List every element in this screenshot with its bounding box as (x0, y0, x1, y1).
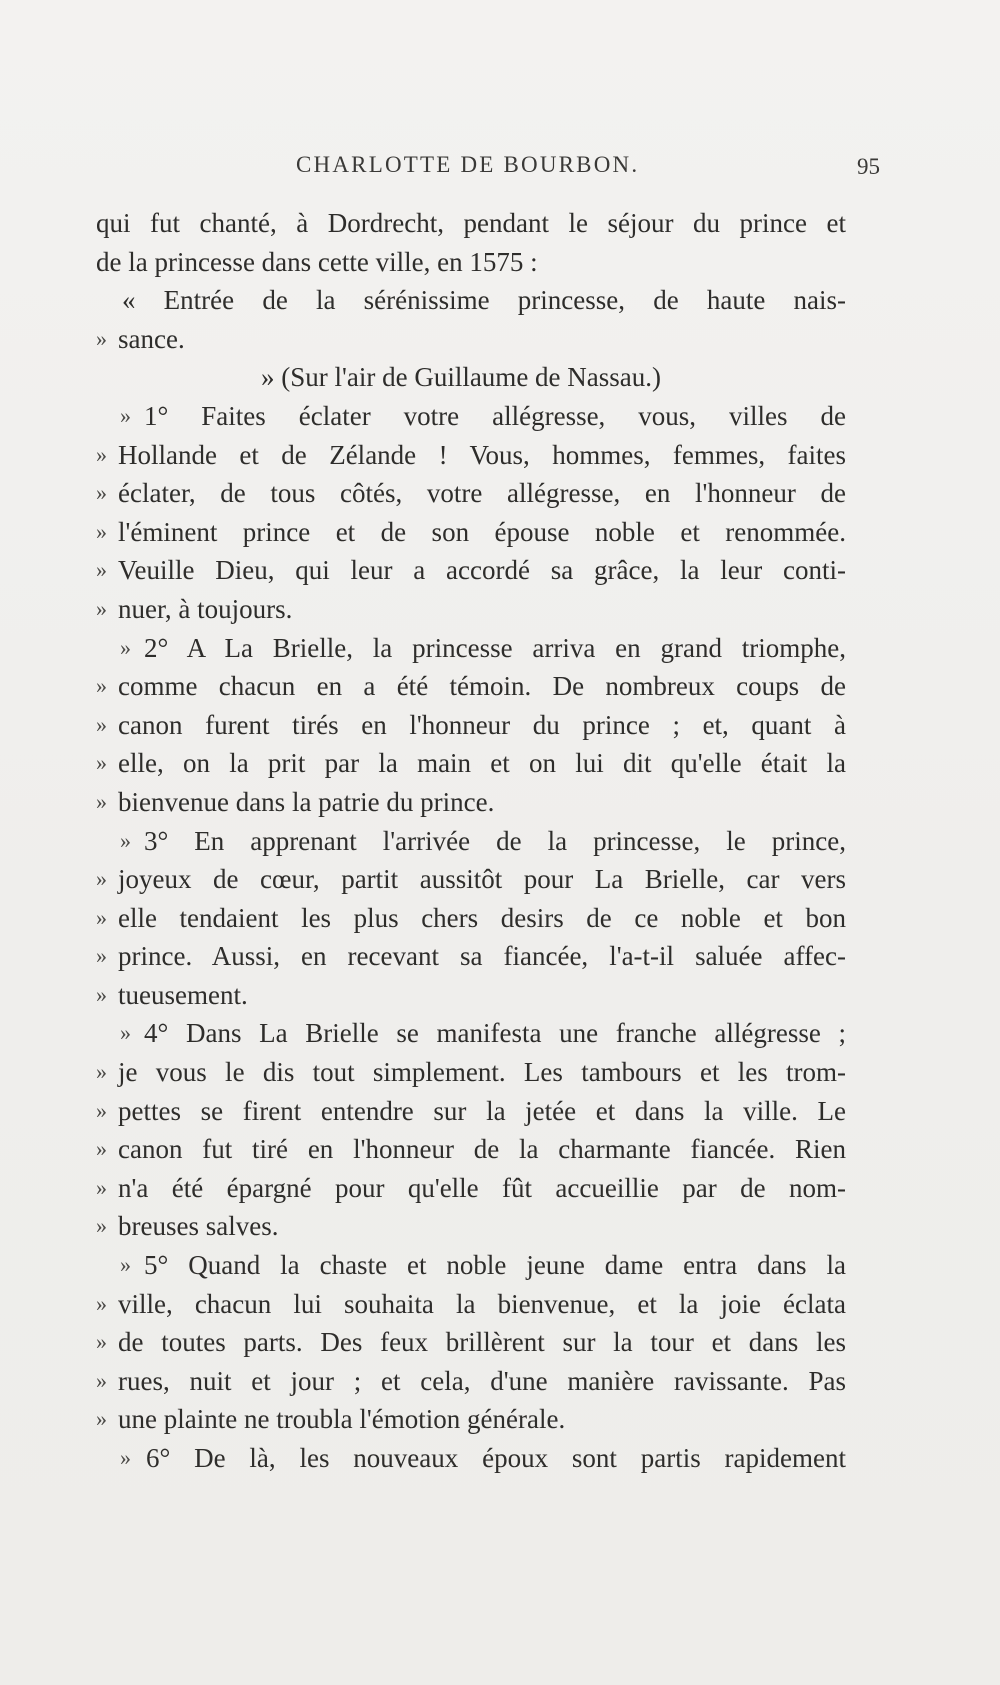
line-text: joyeux de cœur, partit aussitôt pour La Brielle, car vers (118, 864, 846, 895)
text-line (96, 1285, 846, 1324)
line-text: Hollande et de Zélande ! Vous, hommes, femmes, faites (118, 439, 846, 470)
text-line (96, 1053, 846, 1092)
quote-mark: » (96, 325, 107, 351)
running-head (96, 152, 880, 186)
quote-mark: » (96, 1290, 107, 1316)
text-line (96, 976, 846, 1015)
quote-mark: » (120, 634, 131, 660)
text-line (96, 1246, 846, 1285)
quote-mark: » (96, 1367, 107, 1393)
line-text: n'a été épargné pour qu'elle fût accueillie par de nom- (118, 1172, 846, 1203)
quote-mark: » (96, 518, 107, 544)
line-text: canon furent tirés en l'honneur du prince ; et, quant à (118, 709, 846, 740)
text-line (96, 1207, 846, 1246)
line-text: éclater, de tous côtés, votre allégresse, en l'honneur de (118, 478, 846, 509)
text-line (96, 937, 846, 976)
line-text: « Entrée de la sérénissime princesse, de haute nais- (122, 285, 846, 316)
line-text: bienvenue dans la patrie du prince. (118, 786, 495, 817)
quote-mark: » (120, 1020, 131, 1046)
line-text: pettes se firent entendre sur la jetée et dans la ville. Le (118, 1095, 846, 1126)
text-line (96, 204, 846, 243)
line-text: rues, nuit et jour ; et cela, d'une manière ravissante. Pas (118, 1365, 846, 1396)
line-text: comme chacun en a été témoin. De nombreux coups de (118, 671, 846, 702)
text-line (96, 320, 846, 359)
quote-mark: » (96, 750, 107, 776)
text-line (96, 706, 846, 745)
quote-mark: » (96, 711, 107, 737)
text-line (96, 1400, 846, 1439)
line-text: elle tendaient les plus chers desirs de ce noble et bon (118, 902, 846, 933)
line-text: ville, chacun lui souhaita la bienvenue, et la joie éclata (118, 1288, 846, 1319)
quote-mark: » (120, 1445, 131, 1470)
text-line (96, 1130, 846, 1169)
line-text: sance. (118, 323, 185, 354)
text-line (96, 899, 846, 938)
line-text: breuses salves. (118, 1211, 279, 1242)
line-text: 5° Quand la chaste et noble jeune dame entra dans la (144, 1250, 846, 1281)
quote-mark: » (96, 943, 107, 969)
quote-mark: » (96, 1213, 107, 1239)
text-line (96, 551, 846, 590)
line-text: l'éminent prince et de son épouse noble et renommée. (118, 516, 846, 547)
line-text: je vous le dis tout simplement. Les tambours et les trom- (118, 1057, 846, 1088)
text-line (96, 783, 846, 822)
text-line (96, 1169, 846, 1208)
quote-mark: » (96, 904, 107, 930)
quote-mark: » (120, 1252, 131, 1278)
quote-mark: » (96, 673, 107, 699)
text-line (96, 629, 846, 668)
text-line (96, 1323, 846, 1362)
line-text: 4° Dans La Brielle se manifesta une franche allégresse ; (144, 1018, 846, 1049)
text-line (96, 243, 846, 282)
text-line (96, 1439, 846, 1478)
line-text: canon fut tiré en l'honneur de la charmante fiancée. Rien (118, 1134, 846, 1165)
body-text (96, 204, 846, 1478)
quote-mark: » (96, 1097, 107, 1123)
text-line (96, 1092, 846, 1131)
line-text: elle, on la prit par la main et on lui dit qu'elle était la (118, 748, 846, 779)
line-text: 6° De là, les nouveaux époux sont partis rapidement (146, 1443, 846, 1473)
text-line (96, 397, 846, 436)
quote-mark: » (96, 595, 107, 621)
line-text: Veuille Dieu, qui leur a accordé sa grâce, la leur conti- (118, 555, 846, 586)
quote-mark: » (120, 827, 131, 853)
text-line (96, 281, 846, 320)
text-line (96, 436, 846, 475)
line-text: une plainte ne troubla l'émotion générale. (118, 1404, 566, 1435)
line-text: tueusement. (118, 979, 248, 1010)
quote-mark: » (96, 480, 107, 506)
quote-mark: » (96, 981, 107, 1007)
line-text: 3° En apprenant l'arrivée de la princesse, le prince, (144, 825, 846, 856)
quote-mark: » (96, 1136, 107, 1162)
text-line (96, 358, 846, 397)
text-line (96, 744, 846, 783)
quote-mark: » (96, 441, 107, 467)
running-title: CHARLOTTE DE BOURBON. (296, 152, 640, 177)
quote-mark: » (96, 557, 107, 583)
quote-mark: » (96, 788, 107, 814)
quote-mark: » (96, 1406, 107, 1432)
quote-mark: » (96, 866, 107, 892)
line-text: prince. Aussi, en recevant sa fiancée, l'a-t-il saluée affec- (118, 941, 846, 972)
text-line (96, 590, 846, 629)
quote-mark: » (96, 1174, 107, 1200)
line-text: de la princesse dans cette ville, en 1575 : (96, 246, 538, 277)
quote-mark: » (120, 402, 131, 428)
line-text: 2° A La Brielle, la princesse arriva en grand triomphe, (144, 632, 846, 663)
text-line (96, 822, 846, 861)
line-text: » (Sur l'air de Guillaume de Nassau.) (261, 362, 662, 393)
line-text: qui fut chanté, à Dordrecht, pendant le séjour du prince et (96, 208, 846, 238)
quote-mark: » (96, 1329, 107, 1355)
line-text: 1° Faites éclater votre allégresse, vous, villes de (144, 400, 846, 431)
text-line (96, 1362, 846, 1401)
text-line (96, 667, 846, 706)
line-text: de toutes parts. Des feux brillèrent sur la tour et dans les (118, 1327, 846, 1358)
line-text: nuer, à toujours. (118, 593, 293, 624)
text-line (96, 513, 846, 552)
text-line (96, 1014, 846, 1053)
text-line (96, 474, 846, 513)
text-line (96, 860, 846, 899)
quote-mark: » (96, 1059, 107, 1085)
page-number: 95 (857, 154, 880, 179)
